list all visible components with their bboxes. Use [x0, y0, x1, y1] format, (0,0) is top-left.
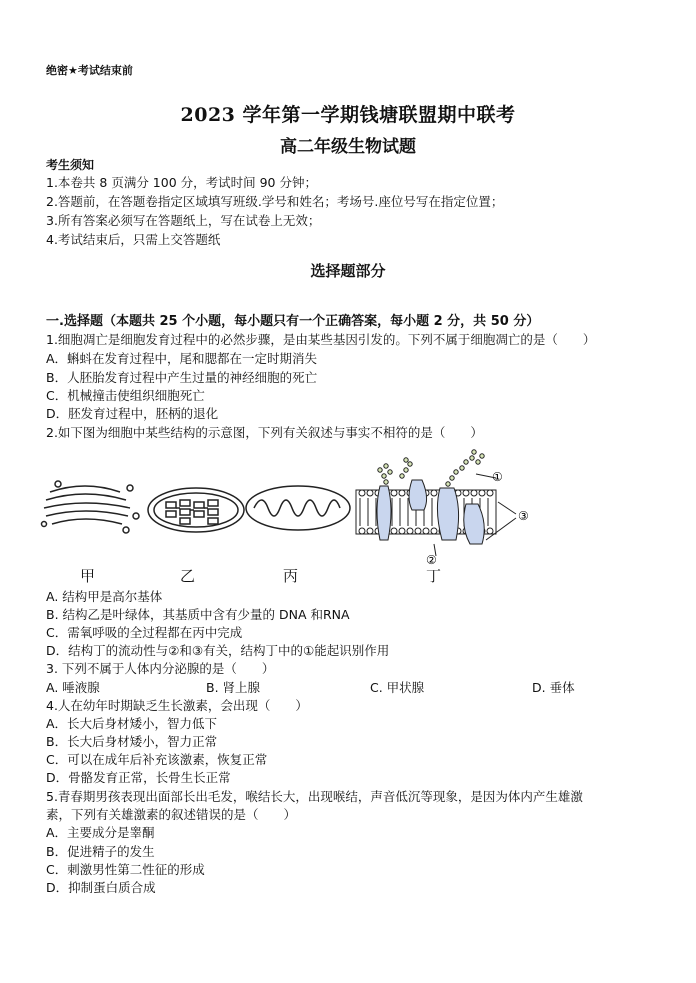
q3-option-b: B. 肾上腺 — [206, 680, 261, 695]
q1-option-b: B．人胚胎发育过程中产生过量的神经细胞的死亡 — [46, 370, 318, 385]
q5-option-d: D．抑制蛋白质合成 — [46, 880, 156, 895]
callout-3: ③ — [518, 509, 529, 523]
chloroplast-drawing — [148, 488, 244, 532]
callout-2: ② — [426, 553, 437, 567]
q2-option-d: D．结构丁的流动性与②和③有关，结构丁中的①能起识别作用 — [46, 643, 390, 658]
golgi-drawing — [42, 481, 140, 533]
q5-stem-line2: 素，下列有关雄激素的叙述错误的是（ ） — [46, 807, 297, 822]
q5-option-a: A．主要成分是睾酮 — [46, 825, 155, 840]
figure-label-ding: 丁 — [426, 567, 442, 585]
notice-heading: 考生须知 — [46, 158, 95, 172]
notice-item: 3.所有答案必须写在答题纸上，写在试卷上无效； — [46, 213, 321, 228]
membrane-drawing — [356, 450, 516, 556]
notice-item: 2.答题前，在答题卷指定区域填写班级.学号和姓名；考场号.座位号写在指定位置； — [46, 194, 504, 209]
figure-label-yi: 乙 — [180, 567, 196, 585]
q4-option-b: B．长大后身材矮小，智力正常 — [46, 734, 218, 749]
q5-stem-line1: 5.青春期男孩表现出面部长出毛发，喉结长大，出现喉结，声音低沉等现象，是因为体内产生雄激 — [46, 789, 583, 804]
confidential-mark: 绝密★考试结束前 — [46, 64, 133, 77]
q1-option-c: C．机械撞击使组织细胞死亡 — [46, 388, 205, 403]
q3-stem: 3. 下列不属于人体内分泌腺的是（ ） — [46, 661, 275, 676]
figure-label-bing: 丙 — [283, 567, 299, 585]
q4-option-a: A．长大后身材矮小，智力低下 — [46, 716, 218, 731]
part-heading: 一.选择题（本题共 25 个小题，每小题只有一个正确答案，每小题 2 分，共 50 分） — [46, 314, 540, 329]
q4-option-d: D．骨骼发育正常，长骨生长正常 — [46, 770, 231, 785]
mitochondrion-drawing — [246, 486, 350, 530]
figure-label-jia: 甲 — [80, 567, 96, 585]
q3-option-d: D. 垂体 — [532, 680, 575, 695]
q1-stem: 1.细胞凋亡是细胞发育过程中的必然步骤，是由某些基因引发的。下列不属于细胞凋亡的是（ ） — [46, 332, 596, 347]
q3-option-a: A. 唾液腺 — [46, 680, 100, 695]
exam-subtitle: 高二年级生物试题 — [280, 137, 416, 157]
exam-title: 2023 学年第一学期钱塘联盟期中联考 — [180, 104, 516, 126]
q1-option-d: D．胚发育过程中，胚柄的退化 — [46, 406, 219, 421]
q4-stem: 4.人在幼年时期缺乏生长激素，会出现（ ） — [46, 698, 308, 713]
organelle-figure — [40, 448, 600, 588]
q3-options — [46, 678, 606, 696]
section-title: 选择题部分 — [310, 262, 386, 280]
q2-option-a: A. 结构甲是高尔基体 — [46, 589, 163, 604]
q2-option-c: C．需氧呼吸的全过程都在丙中完成 — [46, 625, 243, 640]
q2-option-b: B. 结构乙是叶绿体，其基质中含有少量的 DNA 和RNA — [46, 607, 350, 622]
q3-option-c: C. 甲状腺 — [370, 680, 425, 695]
q5-option-b: B．促进精子的发生 — [46, 844, 155, 859]
q2-stem: 2.如下图为细胞中某些结构的示意图，下列有关叙述与事实不相符的是（ ） — [46, 425, 483, 440]
q1-option-a: A．蝌蚪在发育过程中，尾和腮都在一定时期消失 — [46, 351, 318, 366]
notice-item: 4.考试结束后，只需上交答题纸 — [46, 232, 221, 247]
callout-1: ① — [492, 470, 503, 484]
notice-item: 1.本卷共 8 页满分 100 分，考试时间 90 分钟； — [46, 175, 317, 190]
q4-option-c: C．可以在成年后补充该激素，恢复正常 — [46, 752, 268, 767]
q5-option-c: C．刺激男性第二性征的形成 — [46, 862, 205, 877]
